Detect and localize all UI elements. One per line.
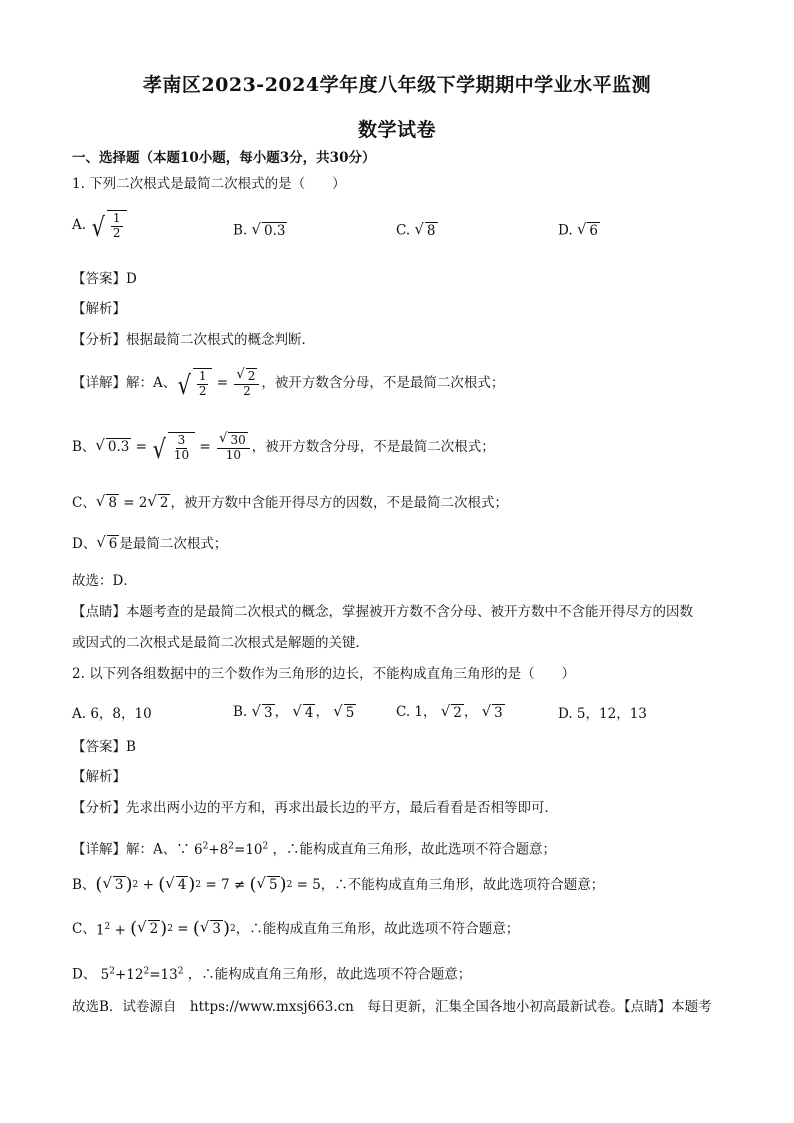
q1-a-radical: √ $\frac{1}{2}$ bbox=[90, 210, 126, 241]
q1-fenxi: 【分析】根据最简二次根式的概念判断． bbox=[72, 332, 315, 348]
q1-choice: 故选：D． bbox=[72, 573, 137, 589]
q1-dianjing-1: 【点睛】本题考查的是最简二次根式的概念，掌握被开方数不含分母、被开方数中不含能开得尽方的因数 bbox=[72, 604, 693, 620]
q2-fenxi: 【分析】先求出两小边的平方和，再求出最长边的平方，最后看看是否相等即可． bbox=[72, 800, 558, 816]
q1-option-c: C. √ 8 bbox=[396, 220, 436, 239]
q1-detail-b: B、 √ 0.3 = √ $\frac{3}{10}$ = √ 30 10 ，被开方数含分母，不是最简二次根式； bbox=[72, 431, 495, 465]
q2-detail-a: 【详解】解：A、∵ $6^2+8^2=10^2$ ，∴能构成直角三角形，故此选项不符合题意； bbox=[72, 841, 557, 858]
q1-option-a: A. √ $\frac{1}{2}$ bbox=[72, 210, 127, 241]
q2-detail-d: D、 $5^2+12^2=13^2$ ，∴能构成直角三角形，故此选项不符合题意； bbox=[72, 966, 472, 983]
exam-title: 孝南区2023-2024学年度八年级下学期期中学业水平监测 bbox=[142, 74, 652, 96]
q1-stem: 1. 下列二次根式是最简二次根式的是（ ） bbox=[72, 176, 346, 192]
q2-detail-c: C、 $1^2$ + ( √ 2 ) 2 = ( √ 3 ) 2 ，∴能构成直角三角形，故此选项不符合题意； bbox=[72, 917, 520, 939]
q2-answer: 【答案】B bbox=[72, 739, 136, 755]
q2-stem: 2. 以下列各组数据中的三个数作为三角形的边长，不能构成直角三角形的是（ ） bbox=[72, 666, 576, 682]
q1-dianjing-2: 或因式的二次根式是最简二次根式是解题的关键． bbox=[72, 635, 369, 651]
q1-option-d: D. √ 6 bbox=[558, 220, 598, 239]
exam-subtitle: 数学试卷 bbox=[357, 119, 436, 141]
q1-answer: 【答案】D bbox=[72, 271, 137, 287]
q1-detail-c: C、 √ 8 = 2 √ 2 ，被开方数中含能开得尽方的因数，不是最简二次根式； bbox=[72, 492, 508, 512]
q1-option-b: B. √ 0.3 bbox=[233, 220, 286, 239]
q1-detail-a: 【详解】解：A、 √ $\frac{1}{2}$ = √ 2 2 ，被开方数含分母，不是最简二次根式； bbox=[72, 367, 505, 401]
q2-option-c: C. 1， √ 2 ， √ 3 bbox=[396, 701, 503, 721]
q2-footer: 故选B．试卷源自 https://www.mxsj663.cn 每日更新，汇集全国各地小初高最新试卷。【点睛】本题考 bbox=[72, 999, 712, 1015]
q1-detail-d: D、 √ 6 是最简二次根式； bbox=[72, 533, 228, 553]
section-heading: 一、选择题（本题10小题，每小题3分，共30分） bbox=[72, 150, 376, 166]
q2-option-d: D. 5，12，13 bbox=[558, 706, 647, 722]
q2-option-b: B. √ 3 ， √ 4 ， √ 5 bbox=[233, 701, 355, 721]
q2-analysis-tag: 【解析】 bbox=[72, 769, 126, 785]
q1-analysis-tag: 【解析】 bbox=[72, 301, 126, 317]
q2-detail-b: B、 ( √ 3 ) 2 + ( √ 4 ) 2 = 7 ≠ ( √ 5 ) 2 = 5 ，∴不能构成直角三角形，故此选项符合题意； bbox=[72, 874, 605, 895]
q2-option-a: A. 6，8，10 bbox=[72, 706, 152, 722]
